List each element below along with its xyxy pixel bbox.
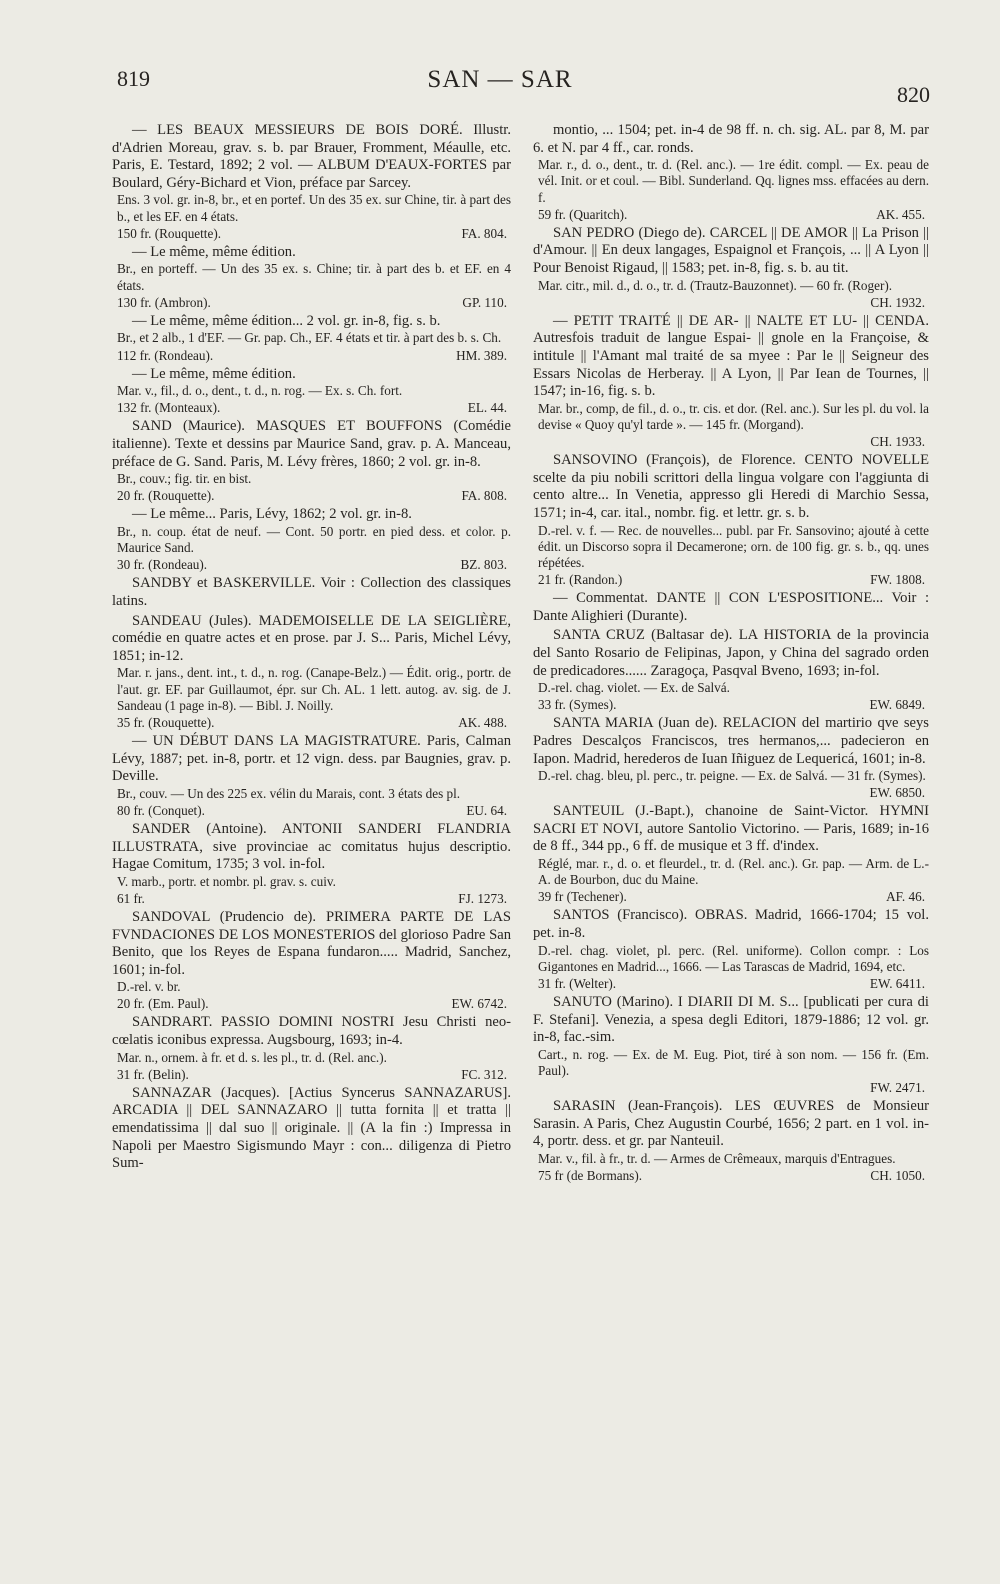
entry-price-line	[533, 696, 929, 713]
entry-price: 33 fr. (Symes).	[538, 697, 617, 713]
entry-price: 21 fr. (Randon.)	[538, 572, 623, 588]
entry-heading: SANDEAU (Jules). MADEMOISELLE DE LA SEIGLIÈRE, comédie en quatre actes et en prose. par J. S... Paris, Michel Lévy, 1851; in-12.	[112, 612, 511, 664]
catalogue-entry	[112, 1085, 511, 1173]
catalogue-entry	[112, 733, 511, 819]
catalogue-entry	[533, 627, 929, 713]
entry-description: D.-rel. v. f. — Rec. de nouvelles... publ. par Fr. Sansovino; ajouté à cette édit. un Discorso sopra il Decamerone; orn. de 100 fig. gr. s. b., qq. unes répétées.	[538, 522, 929, 570]
entry-description: Br., couv.; fig. tir. en bist.	[117, 471, 252, 487]
entry-description: D.-rel. v. br.	[117, 979, 181, 995]
catalogue-entry	[112, 575, 511, 610]
entry-sale-reference: EW. 6411.	[869, 976, 925, 992]
entry-heading: SANTOS (Francisco). OBRAS. Madrid, 1666-1704; 15 vol. pet. in-8.	[533, 907, 929, 942]
catalogue-entry	[533, 452, 929, 588]
entry-price: 20 fr. (Em. Paul).	[117, 996, 209, 1012]
entry-sale-reference: CH. 1932.	[870, 294, 925, 310]
entry-price-line	[533, 1079, 929, 1096]
entry-price-line	[112, 714, 511, 731]
catalogue-entry	[112, 244, 511, 311]
entry-price-line	[533, 206, 929, 223]
entry-sale-reference: AK. 488.	[458, 714, 507, 730]
entry-price: 31 fr. (Welter).	[538, 976, 617, 992]
entry-price-line	[112, 890, 511, 907]
entry-description: Mar. v., fil. à fr., tr. d. — Armes de Crêmeaux, marquis d'Entragues.	[538, 1151, 896, 1167]
entry-heading: — Le même, même édition... 2 vol. gr. in-8, fig. s. b.	[132, 312, 441, 329]
entry-price-line	[112, 399, 511, 416]
entry-heading: — Le même, même édition.	[132, 365, 296, 382]
entry-price-line	[112, 347, 511, 364]
entry-sale-reference: BZ. 803.	[460, 557, 507, 573]
entry-price-line	[112, 225, 511, 242]
entry-price: 150 fr. (Rouquette).	[117, 225, 222, 241]
entry-description: Br., couv. — Un des 225 ex. vélin du Marais, cont. 3 états des pl.	[117, 785, 461, 801]
catalogue-entry	[533, 803, 929, 905]
entry-sale-reference: EL. 44.	[467, 400, 507, 416]
entry-price-line	[112, 802, 511, 819]
entry-price: 30 fr. (Rondeau).	[117, 557, 208, 573]
entry-heading: SANTA CRUZ (Baltasar de). LA HISTORIA de la provincia del Santo Rosario de Felipinas, Japon, y China del sagrado orden de predicadores...... Zaragoça, Pasqval Bveno, 1693; in-fol.	[533, 627, 929, 679]
entry-sale-reference: EW. 6742.	[451, 996, 507, 1012]
entry-price: 112 fr. (Rondeau).	[117, 347, 214, 363]
catalogue-entry	[112, 1014, 511, 1082]
entry-sale-reference: EU. 64.	[466, 802, 507, 818]
entry-price: 20 fr. (Rouquette).	[117, 488, 215, 504]
page-number-right: 820	[897, 82, 930, 107]
entry-price: 80 fr. (Conquet).	[117, 802, 205, 818]
entry-price-line	[112, 487, 511, 504]
entry-price-line	[533, 888, 929, 905]
entry-description: D.-rel. chag. bleu, pl. perc., tr. peigne. — Ex. de Salvá. — 31 fr. (Symes).	[538, 768, 926, 784]
entry-heading: — LES BEAUX MESSIEURS DE BOIS DORÉ. Illustr. d'Adrien Moreau, grav. s. b. par Brauer, Fromment, Méaulle, etc. Paris, E. Testard, 1892; 2 vol. — ALBUM D'EAUX-FORTES par Boulard, Géry-Bichard et Vion, préface par Sarcey.	[112, 122, 511, 191]
catalogue-entry	[112, 122, 511, 242]
catalogue-entry	[112, 613, 511, 731]
entry-sale-reference: AK. 455.	[876, 206, 925, 222]
entry-price: 132 fr. (Monteaux).	[117, 400, 221, 416]
entry-heading: SANUTO (Marino). I DIARII DI M. S... [publicati per cura di F. Stefani]. Venezia, a spesa degli Editori, 1879-1886; 12 vol. gr. in-8, fac.-sim.	[533, 994, 929, 1046]
entry-description: Mar. n., ornem. à fr. et d. s. les pl., tr. d. (Rel. anc.).	[117, 1049, 387, 1065]
catalogue-entry	[112, 418, 511, 504]
entry-sale-reference: CH. 1050.	[870, 1168, 925, 1184]
catalogue-entry	[533, 590, 929, 625]
entry-sale-reference: FJ. 1273.	[458, 890, 507, 906]
catalogue-entry	[112, 821, 511, 907]
entry-price-line	[112, 294, 511, 311]
entry-description: Mar. v., fil., d. o., dent., t. d., n. rog. — Ex. s. Ch. fort.	[117, 383, 403, 399]
entry-heading: SANTEUIL (J.-Bapt.), chanoine de Saint-Victor. HYMNI SACRI ET NOVI, autore Santolio Victorino. — Paris, 1689; in-16 de 8 ff., 344 pp., 6 ff. de musique et 3 ff. d'index.	[533, 803, 929, 855]
entry-heading: SANDRART. PASSIO DOMINI NOSTRI Jesu Christi neo-cœlatis iconibus expressa. Augsbourg, 1693; in-4.	[112, 1014, 511, 1049]
entry-sale-reference: AF. 46.	[886, 889, 925, 905]
entry-price-line	[533, 975, 929, 992]
catalogue-entry	[533, 907, 929, 992]
entry-sale-reference: FC. 312.	[461, 1066, 507, 1082]
entry-heading: SAND (Maurice). MASQUES ET BOUFFONS (Comédie italienne). Texte et dessins par Maurice Sand, grav. p. A. Manceau, préface de G. Sand. Paris, M. Lévy frères, 1860; 2 vol. gr. in-8.	[112, 418, 511, 470]
entry-description: Ens. 3 vol. gr. in-8, br., et en portef. Un des 35 ex. sur Chine, tir. à part des b., et les EF. en 4 états.	[117, 192, 511, 224]
entry-price: 59 fr. (Quaritch).	[538, 206, 628, 222]
catalogue-entry	[112, 909, 511, 1013]
right-column	[533, 122, 929, 1186]
catalogue-entry	[112, 366, 511, 417]
entry-sale-reference: FA. 804.	[461, 225, 507, 241]
entry-sale-reference: CH. 1933.	[870, 434, 925, 450]
entry-description: D.-rel. chag. violet, pl. perc. (Rel. uniforme). Collon compr. : Los Gigantones en Madrid..., 1666. — Las Tarascas de Madrid, 1694, etc.	[538, 942, 929, 974]
entry-description: Mar. r., d. o., dent., tr. d. (Rel. anc.). — 1re édit. compl. — Ex. peau de vél. Init. or et coul. — Bibl. Sunderland. Qq. lignes mss. effacées au dern. f.	[538, 157, 929, 205]
entry-heading: — Commentat. DANTE || CON L'ESPOSITIONE... Voir : Dante Alighieri (Durante).	[533, 590, 929, 624]
entry-heading: SAN PEDRO (Diego de). CARCEL || DE AMOR || La Prison || d'Amour. || En deux langages, Espaignol et François, ... || A Lyon || Pour Benoist Rigaud, || 1583; pet. in-8, fig. s. b. au tit.	[533, 224, 929, 276]
entry-price: 75 fr (de Bormans).	[538, 1168, 643, 1184]
entry-description: V. marb., portr. et nombr. pl. grav. s. cuiv.	[117, 873, 336, 889]
catalogue-entry	[533, 225, 929, 311]
entry-price-line	[533, 571, 929, 588]
entry-heading: montio, ... 1504; pet. in-4 de 98 ff. n. ch. sig. AL. par 8, M. par 6. et N. par 4 ff., car. ronds.	[533, 122, 929, 156]
left-column	[112, 122, 511, 1175]
running-title: SAN — SAR	[427, 66, 573, 93]
entry-price-line	[533, 294, 929, 311]
entry-heading: SANTA MARIA (Juan de). RELACION del martirio qve seys Padres Descalços Franciscos, tres hermanos,... padecieron en Iapon. Madrid, herederos de Iuan Iñiguez de Lequericá, 1601; in-8.	[533, 715, 929, 767]
entry-price-line	[533, 784, 929, 801]
catalogue-entry	[533, 1098, 929, 1184]
entry-price-line	[112, 1066, 511, 1083]
entry-sale-reference: HM. 389.	[456, 347, 507, 363]
catalogue-entry	[112, 506, 511, 573]
catalogue-entry	[533, 313, 929, 450]
catalogue-entry	[112, 313, 511, 364]
entry-sale-reference: EW. 6849.	[869, 697, 925, 713]
catalogue-entry	[533, 715, 929, 801]
entry-sale-reference: GP. 110.	[462, 294, 507, 310]
entry-sale-reference: FW. 1808.	[870, 572, 925, 588]
entry-sale-reference: FA. 808.	[461, 488, 507, 504]
entry-heading: — Le même... Paris, Lévy, 1862; 2 vol. gr. in-8.	[132, 506, 412, 523]
entry-description: Br., n. coup. état de neuf. — Cont. 50 portr. en pied dess. et color. p. Maurice Sand.	[117, 523, 511, 556]
entry-description: Cart., n. rog. — Ex. de M. Eug. Piot, tiré à son nom. — 156 fr. (Em. Paul).	[538, 1046, 929, 1079]
entry-description: Mar. citr., mil. d., d. o., tr. d. (Trautz-Bauzonnet). — 60 fr. (Roger).	[538, 277, 893, 293]
entry-heading: — PETIT TRAITÉ || DE AR- || NALTE ET LU- || CENDA. Autresfois traduit de langue Espai- || gnole en la Françoise, & intitule || l'Amant mal traité de sa myee : Par le || Seigneur des Essars Nicolas de Herberay. || A Lyon, || Par Iean de Tournes, || 1547; in-16, fig. s. b.	[533, 312, 929, 400]
entry-description: Br., et 2 alb., 1 d'EF. — Gr. pap. Ch., EF. 4 états et tir. à part des b. s. Ch.	[117, 330, 502, 346]
entry-price: 61 fr.	[117, 890, 145, 906]
entry-price-line	[112, 995, 511, 1012]
entry-price-line	[533, 1167, 929, 1184]
entry-heading: SANDOVAL (Prudencio de). PRIMERA PARTE DE LAS FVNDACIONES DE LOS MONESTERIOS del glorioso Padre San Benito, que los Reyes de Espana fundaron..... Madrid, Sanchez, 1601; in-fol.	[112, 908, 511, 978]
entry-heading: SANDBY et BASKERVILLE. Voir : Collection des classiques latins.	[112, 575, 511, 609]
page-number-left: 819	[117, 66, 150, 91]
entry-heading: — Le même, même édition.	[132, 243, 296, 260]
entry-heading: — UN DÉBUT DANS LA MAGISTRATURE. Paris, Calman Lévy, 1887; pet. in-8, portr. et 12 vign. dess. par Baugnies, grav. p. Deville.	[112, 732, 511, 785]
entry-price: 130 fr. (Ambron).	[117, 294, 211, 310]
entry-price-line	[533, 433, 929, 450]
entry-description: Réglé, mar. r., d. o. et fleurdel., tr. d. (Rel. anc.). Gr. pap. — Arm. de L.-A. de Bourbon, duc du Maine.	[538, 856, 929, 888]
catalogue-entry	[533, 994, 929, 1096]
entry-price-line	[112, 556, 511, 573]
entry-description: D.-rel. chag. violet. — Ex. de Salvá.	[538, 680, 730, 696]
entry-heading: SANSOVINO (François), de Florence. CENTO NOVELLE scelte da piu nobili scrittori della lingua volgare con l'aggiunta di cento altre... In Venetia, appresso gli Heredi di Marchio Sessa, 1571; in-4, car. ital., nombr. fig. et lettr. gr. s. b.	[533, 452, 929, 521]
entry-heading: SARASIN (Jean-François). LES ŒUVRES de Monsieur Sarasin. A Paris, Chez Augustin Courbé, 1656; 2 part. en 1 vol. in-4, portr. dess. et gr. par Nanteuil.	[533, 1098, 929, 1150]
entry-heading: SANNAZAR (Jacques). [Actius Syncerus SANNAZARUS]. ARCADIA || DEL SANNAZARO || tutta fornita || et tratta || emendatissima || dal suo || originale. || (A la fin :) Impressa in Napoli per Maestro Sigismundo Mayr : con... diligenza di Pietro Sum-	[112, 1084, 511, 1172]
entry-sale-reference: EW. 6850.	[869, 785, 925, 801]
entry-description: Mar. r. jans., dent. int., t. d., n. rog. (Canape-Belz.) — Édit. orig., portr. de l'aut. gr. EF. par Guillaumot, épr. sur Ch. AL. 1 lett. autog. av. sig. de J. Sandeau (1 page in-8). — Bibl. J. Noilly.	[117, 665, 511, 713]
entry-heading: SANDER (Antoine). ANTONII SANDERI FLANDRIA ILLUSTRATA, sive provinciae ac comitatus hujus descriptio. Hagae Comitum, 1735; 3 vol. in-fol.	[112, 820, 511, 873]
entry-price: 39 fr (Techener).	[538, 889, 627, 905]
entry-description: Mar. br., comp, de fil., d. o., tr. cis. et dor. (Rel. anc.). Sur les pl. du vol. la devise « Quoy qu'yl tarde ». — 145 fr. (Morgand).	[538, 400, 929, 432]
entry-price: 35 fr. (Rouquette).	[117, 714, 215, 730]
catalogue-entry	[533, 122, 929, 223]
entry-sale-reference: FW. 2471.	[870, 1080, 925, 1096]
entry-description: Br., en porteff. — Un des 35 ex. s. Chine; tir. à part des b. et EF. en 4 états.	[117, 261, 511, 293]
entry-price: 31 fr. (Belin).	[117, 1066, 189, 1082]
